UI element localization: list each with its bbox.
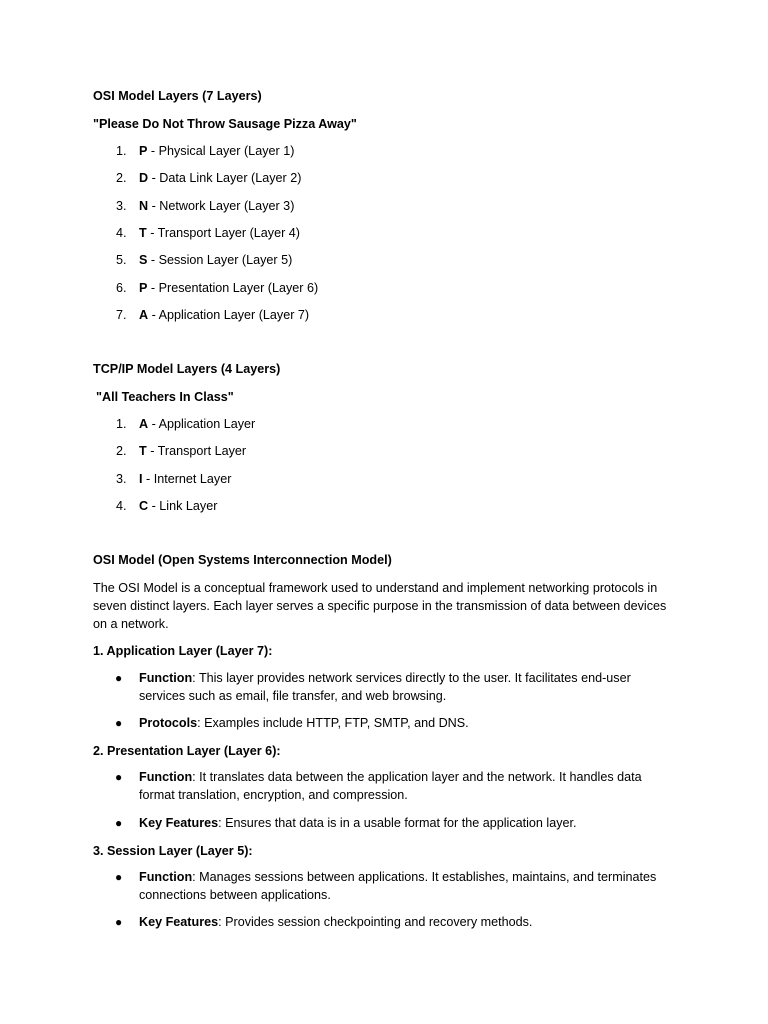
- bullet-icon: ●: [115, 915, 123, 929]
- bullet-text: : Ensures that data is in a usable format for the application layer.: [218, 816, 577, 830]
- list-letter: C: [139, 499, 149, 513]
- list-text: - Physical Layer (Layer 1): [147, 144, 295, 158]
- section-heading-application: 1. Application Layer (Layer 7):: [93, 644, 273, 658]
- list-letter: P: [139, 144, 148, 158]
- bullet-label: Key Features: [139, 915, 219, 929]
- list-letter: I: [139, 472, 143, 486]
- bullet-label: Key Features: [139, 816, 219, 830]
- bullet-text: : Examples include HTTP, FTP, SMTP, and DNS.: [197, 716, 469, 730]
- tcpip-mnemonic: "All Teachers In Class": [96, 390, 234, 404]
- osi-model-intro: The OSI Model is a conceptual framework used to understand and implement networking protocols in seven distinct layers. Each layer serves a specific purpose in the transmission of data between devices on a network.: [93, 581, 667, 631]
- list-number: 1.: [116, 144, 127, 158]
- list-text: - Session Layer (Layer 5): [147, 253, 293, 267]
- bullet-label: Function: [139, 870, 193, 884]
- list-number: 7.: [116, 308, 127, 322]
- list-number: 1.: [116, 417, 127, 431]
- list-text: - Internet Layer: [142, 472, 232, 486]
- bullet-icon: ●: [115, 716, 123, 730]
- list-text: - Transport Layer: [146, 444, 247, 458]
- tcpip-layers-title: TCP/IP Model Layers (4 Layers): [93, 362, 281, 376]
- list-letter: T: [139, 444, 147, 458]
- list-letter: A: [139, 308, 149, 322]
- list-text: - Presentation Layer (Layer 6): [147, 281, 319, 295]
- bullet-icon: ●: [115, 816, 123, 830]
- list-text: - Application Layer (Layer 7): [148, 308, 310, 322]
- list-number: 6.: [116, 281, 127, 295]
- list-letter: T: [139, 226, 147, 240]
- section-heading-presentation: 2. Presentation Layer (Layer 6):: [93, 744, 281, 758]
- bullet-text: : Provides session checkpointing and recovery methods.: [218, 915, 533, 929]
- bullet-text: : It translates data between the application layer and the network. It handles data format translation, encryption, and compression.: [139, 770, 642, 802]
- list-number: 2.: [116, 444, 127, 458]
- bullet-label: Protocols: [139, 716, 198, 730]
- list-number: 2.: [116, 171, 127, 185]
- bullet-text: : This layer provides network services directly to the user. It facilitates end-user services such as email, file transfer, and web browsing.: [139, 671, 631, 703]
- list-text: - Application Layer: [148, 417, 256, 431]
- list-number: 4.: [116, 499, 127, 513]
- osi-model-title: OSI Model (Open Systems Interconnection Model): [93, 553, 392, 567]
- section-heading-session: 3. Session Layer (Layer 5):: [93, 844, 253, 858]
- bullet-label: Function: [139, 770, 193, 784]
- list-letter: N: [139, 199, 149, 213]
- list-text: - Data Link Layer (Layer 2): [148, 171, 302, 185]
- bullet-text: : Manages sessions between applications. It establishes, maintains, and terminates connections between applications.: [139, 870, 657, 902]
- list-letter: D: [139, 171, 149, 185]
- list-letter: A: [139, 417, 149, 431]
- bullet-icon: ●: [115, 870, 123, 884]
- osi-mnemonic: "Please Do Not Throw Sausage Pizza Away": [93, 117, 357, 131]
- osi-layers-title: OSI Model Layers (7 Layers): [93, 89, 262, 103]
- bullet-label: Function: [139, 671, 193, 685]
- list-number: 3.: [116, 199, 127, 213]
- list-text: - Network Layer (Layer 3): [148, 199, 295, 213]
- list-letter: S: [139, 253, 148, 267]
- list-number: 5.: [116, 253, 127, 267]
- bullet-icon: ●: [115, 770, 123, 784]
- bullet-icon: ●: [115, 671, 123, 685]
- list-text: - Transport Layer (Layer 4): [146, 226, 300, 240]
- list-number: 3.: [116, 472, 127, 486]
- list-text: - Link Layer: [148, 499, 218, 513]
- list-letter: P: [139, 281, 148, 295]
- list-number: 4.: [116, 226, 127, 240]
